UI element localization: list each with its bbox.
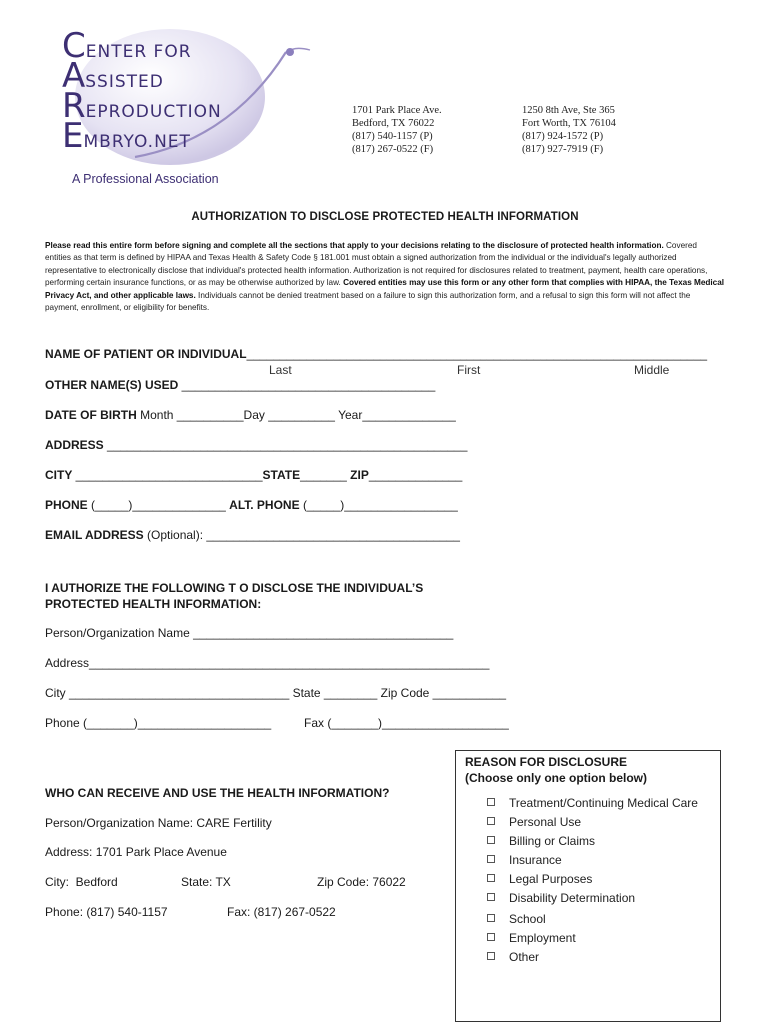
alt-phone-label: ALT. PHONE — [229, 498, 300, 512]
name-middle-caption: Middle — [634, 363, 670, 377]
discloser-org-field[interactable]: Person/Organization Name _______________________________________ — [45, 626, 454, 640]
reason-option-legal: Legal Purposes — [509, 872, 593, 886]
intro-text-2: Individuals cannot be denied treatment based on a failure to sign this authorization form, and a refusal to sign this form will not affect the payment, enrollment, or eligibility for benefits. — [45, 290, 691, 313]
address-line: (817) 267-0522 (F) — [352, 144, 434, 155]
recipient-city: City: Bedford — [45, 875, 118, 889]
name-first-caption: First — [457, 363, 481, 377]
reason-checkbox[interactable] — [487, 836, 495, 844]
logo-line-reproduction: REPRODUCTION — [62, 86, 222, 126]
address-line: (817) 540-1157 (P) — [352, 131, 433, 142]
reason-option-disability: Disability Determination — [509, 891, 636, 905]
intro-text-1: Covered entities as that term is defined by HIPAA and Texas Health & Safety Code § 181.001 must obtain a signed authorization from the individual or the individual's legally authorized representative to electronically disclose that individual's protected health information. Authorization is not required for disclosures related to treatment, payment, health care operations, performing certain insurance functions, or as may be otherwise authorized by law. — [45, 241, 708, 288]
logo-line-assisted: ASSISTED — [62, 56, 164, 96]
address-line-blank[interactable]: ______________________________________________________ — [103, 438, 468, 452]
phone-label: PHONE — [45, 498, 88, 512]
discloser-heading-line-2: PROTECTED HEALTH INFORMATION: — [45, 597, 262, 611]
recipient-phone: Phone: (817) 540-1157 — [45, 905, 168, 919]
city-label: CITY — [45, 468, 73, 482]
reason-for-disclosure-box — [455, 750, 721, 1022]
address-bedford — [352, 104, 442, 156]
intro-paragraph — [45, 240, 725, 314]
zip-line[interactable]: ______________ — [368, 468, 463, 482]
patient-name-line[interactable]: _____________________________________________________________________ — [246, 347, 708, 361]
phone-line[interactable]: (_____)______________ — [87, 498, 230, 512]
recipient-zip: Zip Code: 76022 — [317, 875, 406, 889]
reason-option-insurance: Insurance — [509, 853, 562, 867]
city-state-zip-field[interactable] — [45, 468, 462, 482]
reason-checkbox[interactable] — [487, 933, 495, 941]
phone-field[interactable] — [45, 498, 458, 512]
reason-option-other: Other — [509, 950, 540, 964]
recipient-fax: Fax: (817) 267-0522 — [227, 905, 336, 919]
address-fort-worth — [522, 104, 616, 156]
reason-option-treatment: Treatment/Continuing Medical Care — [509, 796, 698, 810]
discloser-phone-field[interactable]: Phone (_______)____________________ — [45, 716, 272, 730]
name-last-caption: Last — [269, 363, 292, 377]
recipient-org: Person/Organization Name: CARE Fertility — [45, 816, 272, 830]
recipient-heading: WHO CAN RECEIVE AND USE THE HEALTH INFORMATION? — [45, 786, 390, 800]
address-line: 1250 8th Ave, Ste 365 — [522, 105, 615, 116]
reason-checkbox[interactable] — [487, 893, 495, 901]
reason-option-personal-use: Personal Use — [509, 815, 582, 829]
email-label: EMAIL ADDRESS — [45, 528, 144, 542]
zip-label: ZIP — [350, 468, 369, 482]
reason-checkbox[interactable] — [487, 817, 495, 825]
reason-option-employment: Employment — [509, 931, 576, 945]
email-field[interactable] — [45, 528, 460, 542]
discloser-city-state-zip-field[interactable]: City _________________________________ State ________ Zip Code ___________ — [45, 686, 507, 700]
reason-heading: REASON FOR DISCLOSURE — [465, 755, 628, 769]
logo-line-center: CENTER FOR — [62, 26, 192, 66]
reason-option-billing: Billing or Claims — [509, 834, 596, 848]
reason-checkbox[interactable] — [487, 855, 495, 863]
reason-checkbox[interactable] — [487, 952, 495, 960]
reason-checkbox[interactable] — [487, 874, 495, 882]
patient-name-label: NAME OF PATIENT OR INDIVIDUAL — [45, 347, 247, 361]
reason-option-school: School — [509, 912, 546, 926]
other-names-line[interactable]: ______________________________________ — [178, 378, 436, 392]
intro-bold-2: Covered entities may use this form or any other form that complies with HIPAA, the Texas Medical Privacy Act, and other applicable laws. — [45, 278, 725, 300]
recipient-state: State: TX — [181, 875, 231, 889]
city-line[interactable]: ____________________________ — [72, 468, 263, 482]
dob-label: DATE OF BIRTH — [45, 408, 137, 422]
other-names-field[interactable] — [45, 378, 435, 392]
address-line: Bedford, TX 76022 — [352, 118, 435, 129]
logo-tagline: A Professional Association — [72, 172, 219, 186]
address-label: ADDRESS — [45, 438, 104, 452]
intro-bold-1: Please read this entire form before signing and complete all the sections that apply to your decisions relating to the disclosure of protected health information. — [45, 241, 664, 250]
other-names-label: OTHER NAME(S) USED — [45, 378, 179, 392]
date-of-birth-field[interactable] — [45, 408, 456, 422]
state-line[interactable]: _______ — [300, 468, 351, 482]
discloser-address-field[interactable]: Address____________________________________________________________ — [45, 656, 490, 670]
address-field[interactable] — [45, 438, 467, 452]
alt-phone-line[interactable]: (_____)_________________ — [299, 498, 458, 512]
address-line: 1701 Park Place Ave. — [352, 105, 442, 116]
state-label: STATE — [262, 468, 301, 482]
dob-line[interactable]: Month __________Day __________ Year______________ — [136, 408, 456, 422]
email-line[interactable]: (Optional): ______________________________________ — [143, 528, 460, 542]
address-line: Fort Worth, TX 76104 — [522, 118, 616, 129]
center-logo — [40, 22, 320, 197]
discloser-fax-field[interactable]: Fax (_______)___________________ — [304, 716, 509, 730]
patient-name-field[interactable] — [45, 347, 707, 361]
logo-line-embryo: EMBRYO.NET — [62, 116, 191, 156]
reason-subheading: (Choose only one option below) — [465, 771, 647, 785]
discloser-heading-line-1: I AUTHORIZE THE FOLLOWING T O DISCLOSE THE INDIVIDUAL’S — [45, 581, 424, 595]
reason-checkbox[interactable] — [487, 798, 495, 806]
recipient-address: Address: 1701 Park Place Avenue — [45, 845, 227, 859]
form-title: AUTHORIZATION TO DISCLOSE PROTECTED HEALTH INFORMATION — [191, 211, 579, 223]
address-line: (817) 924-1572 (P) — [522, 131, 604, 142]
reason-checkbox[interactable] — [487, 914, 495, 922]
address-line: (817) 927-7919 (F) — [522, 144, 604, 155]
